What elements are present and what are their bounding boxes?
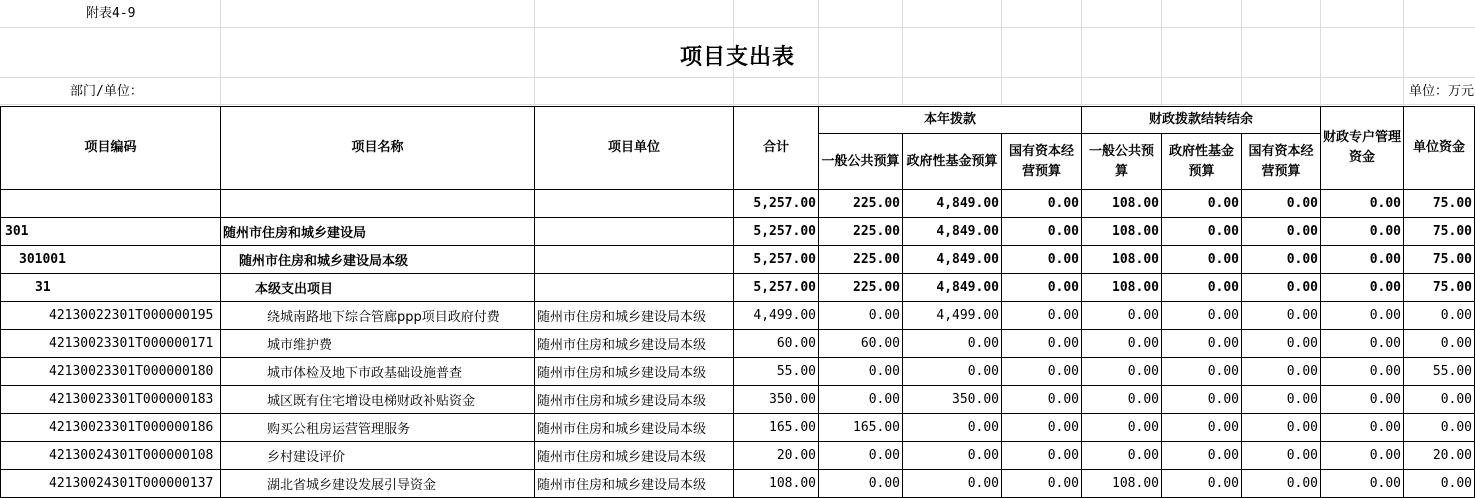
cell-amount: 0.00 (1082, 330, 1162, 358)
cell-amount: 0.00 (1242, 218, 1321, 246)
cell-code (1, 190, 221, 218)
header-co-gov-fund: 政府性基金预算 (1162, 134, 1242, 190)
header-group-carryover: 财政拨款结转结余 (1082, 107, 1321, 134)
cell-amount: 108.00 (734, 470, 819, 498)
cell-amount: 0.00 (1162, 246, 1242, 274)
cell-amount: 0.00 (903, 442, 1002, 470)
cell-unit (535, 190, 734, 218)
cell-amount: 225.00 (819, 246, 903, 274)
cell-code: 42130023301T000000186 (1, 414, 221, 442)
cell-amount: 0.00 (1242, 442, 1321, 470)
cell-amount: 0.00 (1002, 386, 1082, 414)
cell-amount: 165.00 (734, 414, 819, 442)
cell-amount: 0.00 (819, 302, 903, 330)
cell-amount: 0.00 (1242, 330, 1321, 358)
cell-name: 本级支出项目 (221, 274, 535, 302)
header-unit-fund: 单位资金 (1404, 107, 1475, 190)
cell-amount: 75.00 (1404, 190, 1475, 218)
cell-amount: 0.00 (1321, 218, 1404, 246)
cell-amount: 0.00 (1162, 414, 1242, 442)
cell-amount: 75.00 (1404, 274, 1475, 302)
cell-amount: 4,849.00 (903, 274, 1002, 302)
cell-amount: 0.00 (1321, 358, 1404, 386)
cell-amount: 108.00 (1082, 274, 1162, 302)
header-group-current: 本年拨款 (819, 107, 1082, 134)
cell-amount: 0.00 (1321, 190, 1404, 218)
cell-amount: 0.00 (1002, 470, 1082, 498)
cell-unit (535, 218, 734, 246)
cell-amount: 0.00 (1242, 190, 1321, 218)
cell-amount: 0.00 (903, 470, 1002, 498)
cell-unit: 随州市住房和城乡建设局本级 (535, 414, 734, 442)
cell-amount: 0.00 (1404, 302, 1475, 330)
cell-amount: 5,257.00 (734, 190, 819, 218)
cell-amount: 0.00 (1162, 274, 1242, 302)
department-label: 部门/单位： (70, 84, 143, 99)
header-gov-fund: 政府性基金预算 (903, 134, 1002, 190)
table-row (1, 414, 1475, 442)
cell-amount: 350.00 (903, 386, 1002, 414)
cell-amount: 0.00 (1002, 442, 1082, 470)
cell-amount: 5,257.00 (734, 246, 819, 274)
cell-code: 301 (1, 218, 221, 246)
table-row (1, 274, 1475, 302)
cell-name: 城市体检及地下市政基础设施普查 (221, 358, 535, 386)
cell-name: 随州市住房和城乡建设局本级 (221, 246, 535, 274)
cell-amount: 0.00 (1002, 274, 1082, 302)
table-row (1, 190, 1475, 218)
unit-label: 单位：万元 (1408, 84, 1474, 99)
cell-amount: 0.00 (1242, 358, 1321, 386)
cell-amount: 20.00 (734, 442, 819, 470)
cell-amount: 0.00 (1002, 330, 1082, 358)
cell-amount: 0.00 (1321, 302, 1404, 330)
cell-unit: 随州市住房和城乡建设局本级 (535, 358, 734, 386)
cell-amount: 0.00 (1002, 190, 1082, 218)
header-name: 项目名称 (221, 107, 535, 190)
cell-amount: 0.00 (1242, 386, 1321, 414)
cell-amount: 0.00 (1242, 414, 1321, 442)
cell-amount: 4,849.00 (903, 246, 1002, 274)
cell-code: 42130022301T000000195 (1, 302, 221, 330)
cell-amount: 225.00 (819, 274, 903, 302)
cell-amount: 225.00 (819, 218, 903, 246)
cell-amount: 0.00 (1002, 358, 1082, 386)
cell-amount: 75.00 (1404, 218, 1475, 246)
cell-amount: 20.00 (1404, 442, 1475, 470)
cell-amount: 0.00 (1082, 414, 1162, 442)
cell-amount: 0.00 (1321, 442, 1404, 470)
cell-unit: 随州市住房和城乡建设局本级 (535, 302, 734, 330)
cell-amount: 108.00 (1082, 246, 1162, 274)
cell-code: 42130023301T000000183 (1, 386, 221, 414)
table-row (1, 246, 1475, 274)
cell-unit: 随州市住房和城乡建设局本级 (535, 386, 734, 414)
cell-amount: 0.00 (819, 358, 903, 386)
cell-amount: 0.00 (1321, 274, 1404, 302)
table-row (1, 330, 1475, 358)
cell-code: 31 (1, 274, 221, 302)
cell-amount: 0.00 (1321, 470, 1404, 498)
table-row (1, 470, 1475, 498)
cell-name: 购买公租房运营管理服务 (221, 414, 535, 442)
cell-amount: 4,849.00 (903, 218, 1002, 246)
header-code: 项目编码 (1, 107, 221, 190)
appendix-label: 附表4-9 (86, 6, 136, 21)
cell-amount: 165.00 (819, 414, 903, 442)
table-row (1, 442, 1475, 470)
grid-line (0, 27, 1475, 28)
cell-amount: 0.00 (1321, 386, 1404, 414)
cell-code: 42130024301T000000137 (1, 470, 221, 498)
cell-amount: 225.00 (819, 190, 903, 218)
cell-amount: 0.00 (1321, 246, 1404, 274)
cell-amount: 0.00 (819, 386, 903, 414)
cell-amount: 0.00 (1002, 218, 1082, 246)
cell-amount: 0.00 (1162, 190, 1242, 218)
table-row (1, 358, 1475, 386)
cell-name (221, 190, 535, 218)
cell-amount: 0.00 (1082, 358, 1162, 386)
cell-amount: 108.00 (1082, 470, 1162, 498)
cell-unit (535, 246, 734, 274)
cell-amount: 0.00 (1082, 302, 1162, 330)
page-title: 项目支出表 (679, 45, 795, 70)
cell-amount: 0.00 (1404, 386, 1475, 414)
cell-amount: 0.00 (819, 442, 903, 470)
cell-amount: 0.00 (1002, 414, 1082, 442)
header-gen-budget: 一般公共预算 (819, 134, 903, 190)
cell-amount: 0.00 (1242, 302, 1321, 330)
cell-name: 随州市住房和城乡建设局 (221, 218, 535, 246)
cell-name: 绕城南路地下综合管廊ppp项目政府付费 (221, 302, 535, 330)
table-row (1, 218, 1475, 246)
cell-amount: 0.00 (1162, 330, 1242, 358)
cell-code: 42130024301T000000108 (1, 442, 221, 470)
cell-amount: 0.00 (1162, 302, 1242, 330)
cell-amount: 0.00 (1404, 330, 1475, 358)
cell-amount: 0.00 (1321, 414, 1404, 442)
header-special-fund: 财政专户管理资金 (1321, 107, 1404, 190)
cell-unit: 随州市住房和城乡建设局本级 (535, 330, 734, 358)
cell-amount: 0.00 (819, 470, 903, 498)
header-state-capital: 国有资本经营预算 (1002, 134, 1082, 190)
header-co-state-capital: 国有资本经营预算 (1242, 134, 1321, 190)
cell-amount: 0.00 (1162, 358, 1242, 386)
header-total: 合计 (734, 107, 819, 190)
cell-amount: 0.00 (903, 358, 1002, 386)
cell-amount: 4,849.00 (903, 190, 1002, 218)
cell-unit (535, 274, 734, 302)
cell-amount: 60.00 (819, 330, 903, 358)
cell-name: 湖北省城乡建设发展引导资金 (221, 470, 535, 498)
cell-unit: 随州市住房和城乡建设局本级 (535, 442, 734, 470)
cell-amount: 0.00 (1242, 274, 1321, 302)
cell-amount: 5,257.00 (734, 218, 819, 246)
cell-amount: 0.00 (1242, 246, 1321, 274)
grid-line (0, 77, 1475, 78)
header-co-gen-budget: 一般公共预算 (1082, 134, 1162, 190)
cell-amount: 0.00 (1162, 442, 1242, 470)
table-row (1, 386, 1475, 414)
cell-amount: 0.00 (1162, 470, 1242, 498)
cell-amount: 60.00 (734, 330, 819, 358)
table-row (1, 302, 1475, 330)
cell-amount: 0.00 (1404, 414, 1475, 442)
cell-amount: 4,499.00 (903, 302, 1002, 330)
cell-amount: 0.00 (903, 330, 1002, 358)
cell-amount: 0.00 (1162, 386, 1242, 414)
cell-amount: 0.00 (1404, 470, 1475, 498)
expenditure-table (0, 106, 1475, 498)
cell-amount: 0.00 (1082, 442, 1162, 470)
cell-unit: 随州市住房和城乡建设局本级 (535, 470, 734, 498)
cell-code: 42130023301T000000171 (1, 330, 221, 358)
cell-name: 城市维护费 (221, 330, 535, 358)
cell-amount: 0.00 (1242, 470, 1321, 498)
cell-amount: 0.00 (903, 414, 1002, 442)
cell-amount: 55.00 (734, 358, 819, 386)
cell-code: 42130023301T000000180 (1, 358, 221, 386)
cell-amount: 0.00 (1002, 246, 1082, 274)
cell-amount: 108.00 (1082, 190, 1162, 218)
cell-amount: 4,499.00 (734, 302, 819, 330)
cell-amount: 108.00 (1082, 218, 1162, 246)
cell-amount: 350.00 (734, 386, 819, 414)
cell-amount: 75.00 (1404, 246, 1475, 274)
cell-name: 城区既有住宅增设电梯财政补贴资金 (221, 386, 535, 414)
grid-line (0, 104, 1475, 105)
cell-amount: 0.00 (1002, 302, 1082, 330)
cell-amount: 0.00 (1162, 218, 1242, 246)
cell-code: 301001 (1, 246, 221, 274)
cell-name: 乡村建设评价 (221, 442, 535, 470)
cell-amount: 0.00 (1321, 330, 1404, 358)
header-unit: 项目单位 (535, 107, 734, 190)
cell-amount: 5,257.00 (734, 274, 819, 302)
cell-amount: 55.00 (1404, 358, 1475, 386)
cell-amount: 0.00 (1082, 386, 1162, 414)
